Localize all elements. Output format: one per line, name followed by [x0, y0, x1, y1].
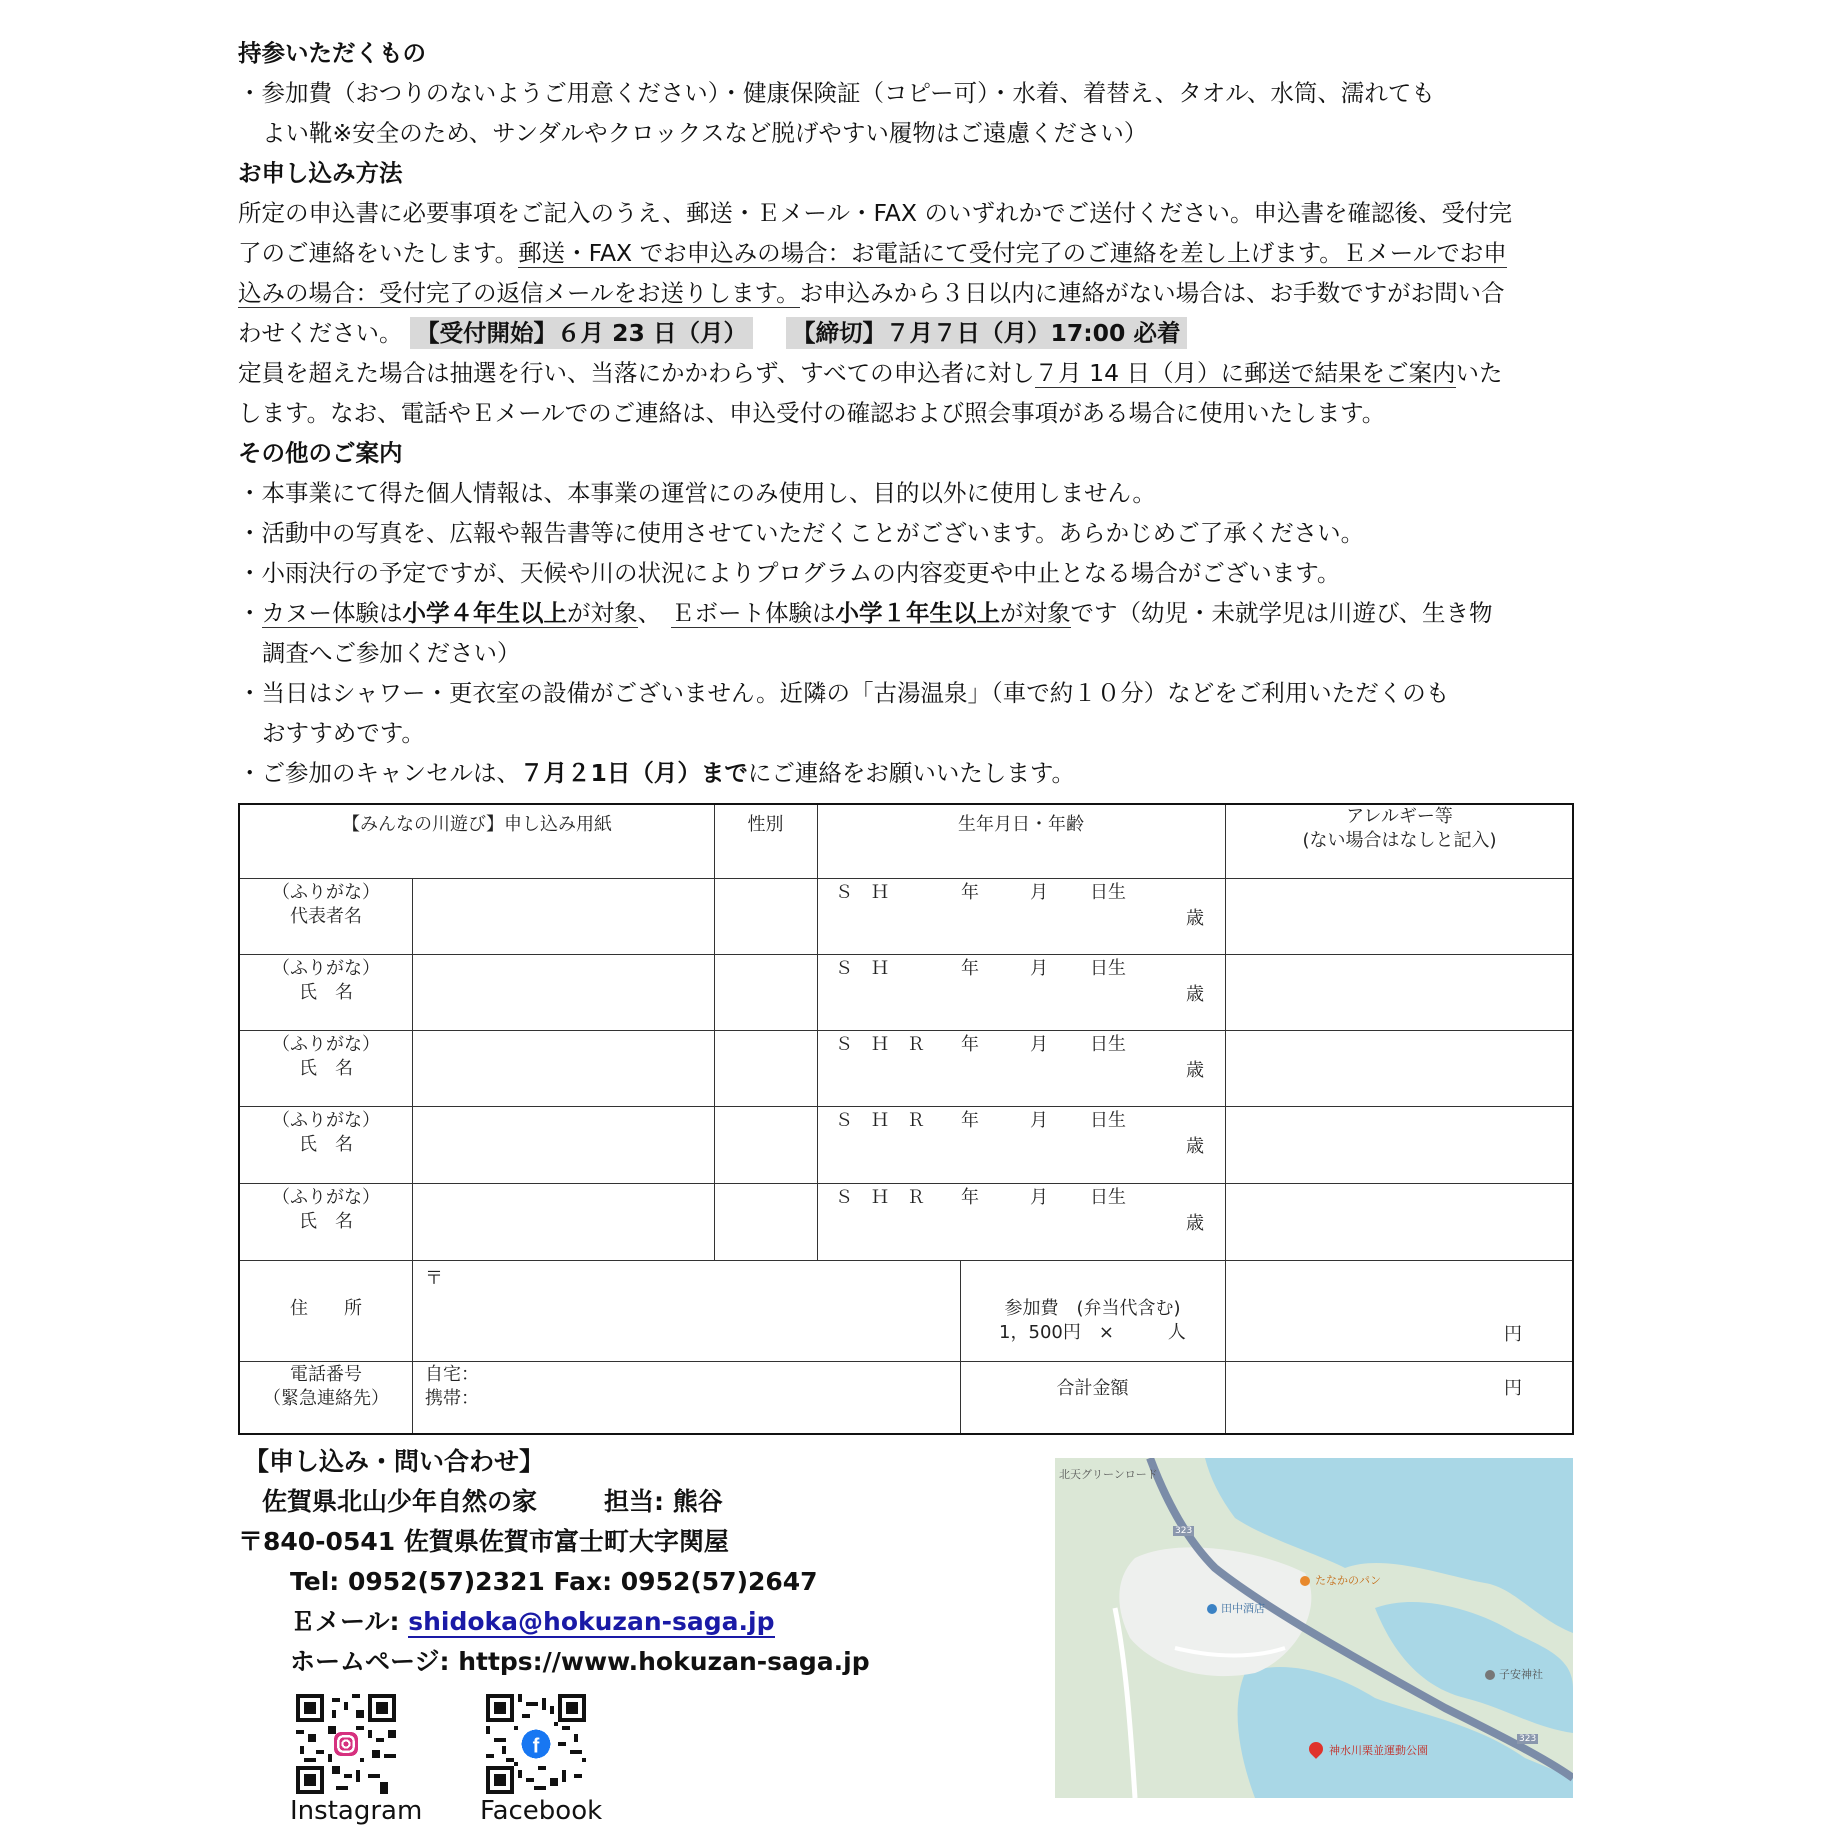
apply-line-4a: わせください。 [238, 319, 403, 347]
other-item-6: ・ご参加のキャンセルは、７月２1日（月）までにご連絡をお願いいたします。 [238, 759, 1075, 787]
row-4-month: 月 [1030, 1110, 1048, 1131]
fee-yen: 円 [1504, 1324, 1522, 1345]
instagram-qr-code[interactable] [296, 1694, 396, 1794]
other-item-2: ・活動中の写真を、広報や報告書等に使用させていただくことがございます。あらかじめご了承ください。 [238, 519, 1365, 547]
canoe-note: カヌー体験は小学４年生以上が対象 [261, 599, 638, 627]
apply-line-5b: ７月 14 日（月）に郵送で結果をご案内 [1034, 359, 1456, 387]
other-item-1: ・本事業にて得た個人情報は、本事業の運営にのみ使用し、目的以外に使用しません。 [238, 479, 1156, 507]
row-5-age: 歳 [1186, 1213, 1204, 1234]
contact-address: 〒840-0541 佐賀県佐賀市富士町大字関屋 [238, 1527, 729, 1556]
row-4-era: Ｓ Ｈ Ｒ 年 [835, 1110, 979, 1131]
contact-email-row [290, 1606, 775, 1638]
shop-pin-icon[interactable] [1207, 1604, 1217, 1614]
row-5-month: 月 [1030, 1187, 1048, 1208]
bring-heading: 持参いただくもの [238, 39, 426, 67]
row-2-name-label: 氏 名 [299, 982, 353, 1003]
apply-line-2c: Ｅメールでお申 [1342, 239, 1507, 267]
apply-line-3b: お申込みから３日以内に連絡がない場合は、お手数ですがお問い合 [799, 279, 1505, 307]
apply-line-2b: 郵送・FAX でお申込みの場合：お電話にて受付完了のご連絡を差し上げます。 [518, 239, 1343, 267]
map-route-b: 323 [1519, 1734, 1537, 1744]
row-4-furigana: （ふりがな） [272, 1110, 380, 1131]
total-yen: 円 [1504, 1378, 1522, 1399]
row-3-furigana: （ふりがな） [272, 1034, 380, 1055]
col-allergy-1: アレルギー等 [1346, 806, 1453, 827]
row-2-gender-input[interactable] [715, 955, 816, 1029]
contact-person: 担当: 熊谷 [604, 1487, 723, 1516]
row-2-allergy-input[interactable] [1226, 955, 1573, 1029]
phone-label-1: 電話番号 [290, 1364, 362, 1385]
application-form [238, 803, 1574, 1435]
row-5-name-input[interactable] [413, 1184, 713, 1259]
apply-line-2a: 了のご連絡をいたします。 [238, 239, 519, 267]
row-4-name-label: 氏 名 [299, 1134, 353, 1155]
contact-tel-fax: Tel: 0952(57)2321 Fax: 0952(57)2647 [290, 1567, 818, 1596]
row-3-day: 日生 [1090, 1034, 1126, 1055]
apply-line-4 [238, 318, 1187, 348]
other-heading: その他のご案内 [238, 439, 403, 467]
other-item-4 [238, 598, 1493, 628]
email-label: Ｅメール: [290, 1607, 409, 1636]
row-1-era: Ｓ Ｈ 年 [835, 882, 979, 903]
total-label: 合計金額 [1056, 1378, 1129, 1399]
row-3-era: Ｓ Ｈ Ｒ 年 [835, 1034, 979, 1055]
row-2-day: 日生 [1090, 958, 1126, 979]
facebook-qr-code[interactable] [486, 1694, 586, 1794]
map-route-a: 323 [1175, 1526, 1193, 1536]
instagram-label: Instagram [290, 1796, 423, 1826]
row-3-age: 歳 [1186, 1060, 1204, 1081]
row-4-age: 歳 [1186, 1136, 1204, 1157]
phone-home-label: 自宅： [425, 1364, 479, 1385]
apply-line-3 [238, 278, 1505, 308]
row-1-allergy-input[interactable] [1226, 879, 1573, 953]
map-place-1: たなかのパン [1315, 1574, 1381, 1587]
row-3-allergy-input[interactable] [1226, 1031, 1573, 1105]
row-5-furigana: （ふりがな） [272, 1187, 380, 1208]
contact-homepage[interactable]: ホームページ: https://www.hokuzan-saga.jp [290, 1647, 870, 1676]
row-1-name-input[interactable] [413, 879, 713, 953]
phone-label-2: （緊急連絡先） [263, 1388, 389, 1409]
row-4-allergy-input[interactable] [1226, 1107, 1573, 1182]
row-1-age: 歳 [1186, 908, 1204, 929]
row-4-name-input[interactable] [413, 1107, 713, 1182]
col-gender: 性別 [747, 814, 784, 835]
apply-line-5a: 定員を超えた場合は抽選を行い、当落にかかわらず、すべての申込者に対し [238, 359, 1035, 387]
map-place-4: 神水川栗並運動公園 [1329, 1744, 1428, 1757]
other-item-4-tail: です（幼児・未就学児は川遊び、生き物 [1070, 599, 1493, 627]
apply-line-1: 所定の申込書に必要事項をご記入のうえ、郵送・Ｅメール・FAX のいずれかでご送付ください。申込書を確認後、受付完 [238, 199, 1512, 227]
fee-calc: 1，500円 × 人 [999, 1322, 1186, 1343]
bakery-pin-icon[interactable] [1300, 1576, 1310, 1586]
svg-text:f: f [532, 1735, 540, 1758]
row-1-day: 日生 [1090, 882, 1126, 903]
other-item-3: ・小雨決行の予定ですが、天候や川の状況によりプログラムの内容変更や中止となる場合がございます。 [238, 559, 1341, 587]
eboat-note: Ｅボート体験は小学１年生以上が対象 [671, 599, 1071, 627]
row-3-name-label: 氏 名 [299, 1058, 353, 1079]
row-2-name-input[interactable] [413, 955, 713, 1029]
row-4-day: 日生 [1090, 1110, 1126, 1131]
row-4-gender-input[interactable] [715, 1107, 816, 1182]
reception-start: 【受付開始】６月 23 日（月） [410, 317, 753, 349]
facebook-label: Facebook [480, 1796, 603, 1826]
row-1-name-label: 代表者名 [290, 906, 362, 927]
row-2-era: Ｓ Ｈ 年 [835, 958, 979, 979]
apply-heading: お申し込み方法 [238, 159, 403, 187]
fee-label: 参加費 (弁当代含む) [1004, 1298, 1181, 1319]
row-3-gender-input[interactable] [715, 1031, 816, 1105]
phone-input[interactable] [485, 1362, 955, 1432]
row-5-allergy-input[interactable] [1226, 1184, 1573, 1259]
row-3-name-input[interactable] [413, 1031, 713, 1105]
other-item-5-line-2: おすすめです。 [262, 719, 425, 747]
phone-mobile-label: 携帯： [425, 1388, 479, 1409]
shrine-pin-icon[interactable] [1485, 1670, 1495, 1680]
col-allergy-2: (ない場合はなしと記入) [1302, 830, 1497, 851]
apply-line-6: します。なお、電話やＥメールでのご連絡は、申込受付の確認および照会事項がある場合に使用いたします。 [238, 399, 1386, 427]
row-1-month: 月 [1030, 882, 1048, 903]
map-place-2: 田中酒店 [1221, 1602, 1265, 1615]
row-1-furigana: （ふりがな） [272, 882, 380, 903]
other-item-5-line-1: ・当日はシャワー・更衣室の設備がございません。近隣の「古湯温泉」（車で約１０分）などをご利用いただくのも [238, 679, 1450, 707]
row-5-gender-input[interactable] [715, 1184, 816, 1259]
form-title: 【みんなの川遊び】申し込み用紙 [342, 814, 612, 835]
bring-line-1: ・参加費（おつりのないようご用意ください）・健康保険証（コピー可）・水着、着替え、タオル、水筒、濡れても [238, 79, 1435, 107]
other-item-4-mid: 、 [637, 599, 661, 627]
contact-org: 佐賀県北山少年自然の家 [262, 1487, 538, 1516]
col-birth: 生年月日・年齢 [958, 814, 1084, 835]
apply-line-5c: いた [1455, 359, 1503, 387]
apply-line-2 [238, 238, 1507, 268]
contact-heading: 【申し込み・問い合わせ】 [244, 1447, 545, 1476]
row-3-month: 月 [1030, 1034, 1048, 1055]
apply-line-3a: 込みの場合：受付完了の返信メールをお送りします。 [238, 279, 800, 307]
row-1-gender-input[interactable] [715, 879, 816, 953]
map-place-3: 子安神社 [1499, 1668, 1543, 1681]
bring-line-2: よい靴※安全のため、サンダルやクロックスなど脱げやすい履物はご遠慮ください） [262, 119, 1148, 147]
row-2-age: 歳 [1186, 984, 1204, 1005]
address-label: 住 所 [290, 1298, 362, 1319]
row-5-day: 日生 [1090, 1187, 1126, 1208]
email-link[interactable]: shidoka@hokuzan-saga.jp [408, 1607, 775, 1636]
other-item-4-prefix: ・ [238, 599, 262, 627]
row-5-name-label: 氏 名 [299, 1211, 353, 1232]
address-input[interactable] [413, 1261, 959, 1360]
map-road-label: 北天グリーンロード [1059, 1468, 1158, 1481]
row-2-furigana: （ふりがな） [272, 958, 380, 979]
other-item-4-line-2: 調査へご参加ください） [262, 639, 521, 667]
postal-mark: 〒 [425, 1268, 443, 1289]
apply-line-5 [238, 358, 1503, 388]
row-5-era: Ｓ Ｈ Ｒ 年 [835, 1187, 979, 1208]
deadline: 【締切】７月７日（月）17:00 必着 [786, 317, 1186, 349]
row-2-month: 月 [1030, 958, 1048, 979]
location-map[interactable] [1055, 1458, 1573, 1798]
